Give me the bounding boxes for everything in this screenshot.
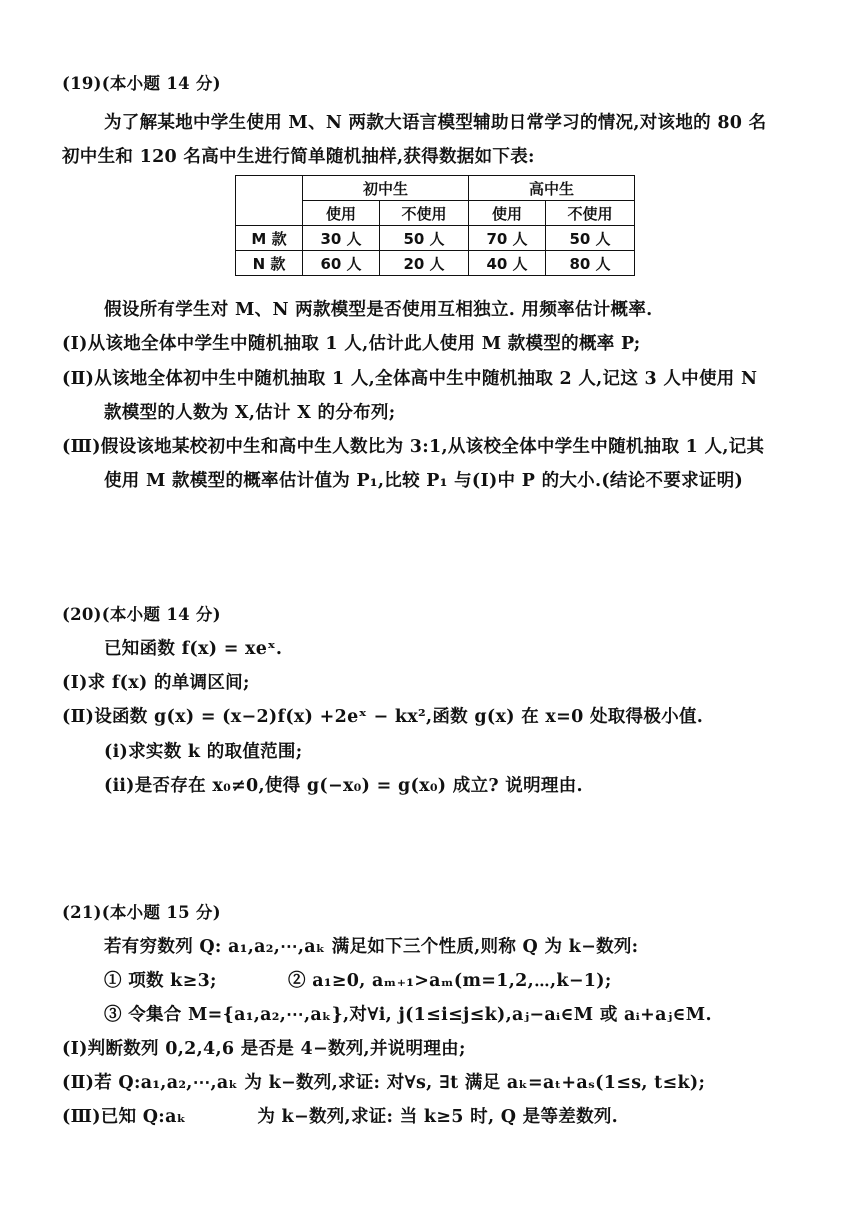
q20-intro: 已知函数 f(x) = xeˣ.: [104, 639, 283, 659]
header-junior: 初中生: [303, 176, 469, 201]
table-cell: 30 人: [303, 226, 380, 251]
header-junior-not-use: 不使用: [380, 201, 469, 226]
table-cell: 50 人: [380, 226, 469, 251]
row-label: M 款: [236, 226, 303, 251]
table-row: [236, 251, 635, 276]
q21-part-3: (Ⅲ)已知 Q:aₖ 为 k−数列,求证: 当 k≥5 时, Q 是等差数列.: [62, 1107, 619, 1127]
header-junior-use: 使用: [303, 201, 380, 226]
header-senior-not-use: 不使用: [546, 201, 635, 226]
q20-part-2-ii: (ⅱ)是否存在 x₀≠0,使得 g(−x₀) = g(x₀) 成立? 说明理由.: [104, 776, 583, 796]
table-corner-cell: [236, 176, 303, 226]
q20-part-2-i: (ⅰ)求实数 k 的取值范围;: [104, 742, 303, 762]
q19-part-3-line-2: 使用 M 款模型的概率估计值为 P₁,比较 P₁ 与(Ⅰ)中 P 的大小.(结论不要求证明): [104, 471, 744, 491]
q21-part-2: (Ⅱ)若 Q:a₁,a₂,⋯,aₖ 为 k−数列,求证: 对∀s, ∃t 满足 aₖ=aₜ+aₛ(1≤s, t≤k);: [62, 1073, 706, 1093]
table-cell: 60 人: [303, 251, 380, 276]
q19-part-3-line-1: (Ⅲ)假设该地某校初中生和高中生人数比为 3:1,从该校全体中学生中随机抽取 1 人,记其: [62, 437, 765, 457]
table-cell: 80 人: [546, 251, 635, 276]
q20-heading: (20)(本小题 14 分): [62, 605, 221, 624]
q20-part-2: (Ⅱ)设函数 g(x) = (x−2)f(x) +2eˣ − kx²,函数 g(x) 在 x=0 处取得极小值.: [62, 707, 704, 727]
q20-part-1: (Ⅰ)求 f(x) 的单调区间;: [62, 673, 250, 693]
header-senior: 高中生: [469, 176, 635, 201]
q19-assumption: 假设所有学生对 M、N 两款模型是否使用互相独立. 用频率估计概率.: [104, 300, 653, 320]
q21-properties-1-2: ① 项数 k≥3; ② a₁≥0, aₘ₊₁>aₘ(m=1,2,⋯,k−1);: [104, 971, 612, 991]
q19-intro-line-1: 为了解某地中学生使用 M、N 两款大语言模型辅助日常学习的情况,对该地的 80 名: [104, 113, 767, 133]
q19-part-1: (Ⅰ)从该地全体中学生中随机抽取 1 人,估计此人使用 M 款模型的概率 P;: [62, 334, 641, 354]
table-cell: 50 人: [546, 226, 635, 251]
table-row: [236, 226, 635, 251]
q19-part-2-line-1: (Ⅱ)从该地全体初中生中随机抽取 1 人,全体高中生中随机抽取 2 人,记这 3 人中使用 N: [62, 369, 758, 389]
table-cell: 20 人: [380, 251, 469, 276]
q21-part-1: (Ⅰ)判断数列 0,2,4,6 是否是 4−数列,并说明理由;: [62, 1039, 466, 1059]
table-cell: 40 人: [469, 251, 546, 276]
q19-heading: (19)(本小题 14 分): [62, 74, 221, 93]
q19-intro-line-2: 初中生和 120 名高中生进行简单随机抽样,获得数据如下表:: [62, 147, 535, 167]
header-senior-use: 使用: [469, 201, 546, 226]
table-cell: 70 人: [469, 226, 546, 251]
q21-heading: (21)(本小题 15 分): [62, 903, 221, 922]
survey-table: [235, 175, 635, 276]
q19-part-2-line-2: 款模型的人数为 X,估计 X 的分布列;: [104, 403, 396, 423]
row-label: N 款: [236, 251, 303, 276]
q21-property-3: ③ 令集合 M={a₁,a₂,⋯,aₖ},对∀i, j(1≤i≤j≤k),aⱼ−aᵢ∈M 或 aᵢ+aⱼ∈M.: [104, 1005, 712, 1025]
q21-intro: 若有穷数列 Q: a₁,a₂,⋯,aₖ 满足如下三个性质,则称 Q 为 k−数列:: [104, 937, 639, 957]
